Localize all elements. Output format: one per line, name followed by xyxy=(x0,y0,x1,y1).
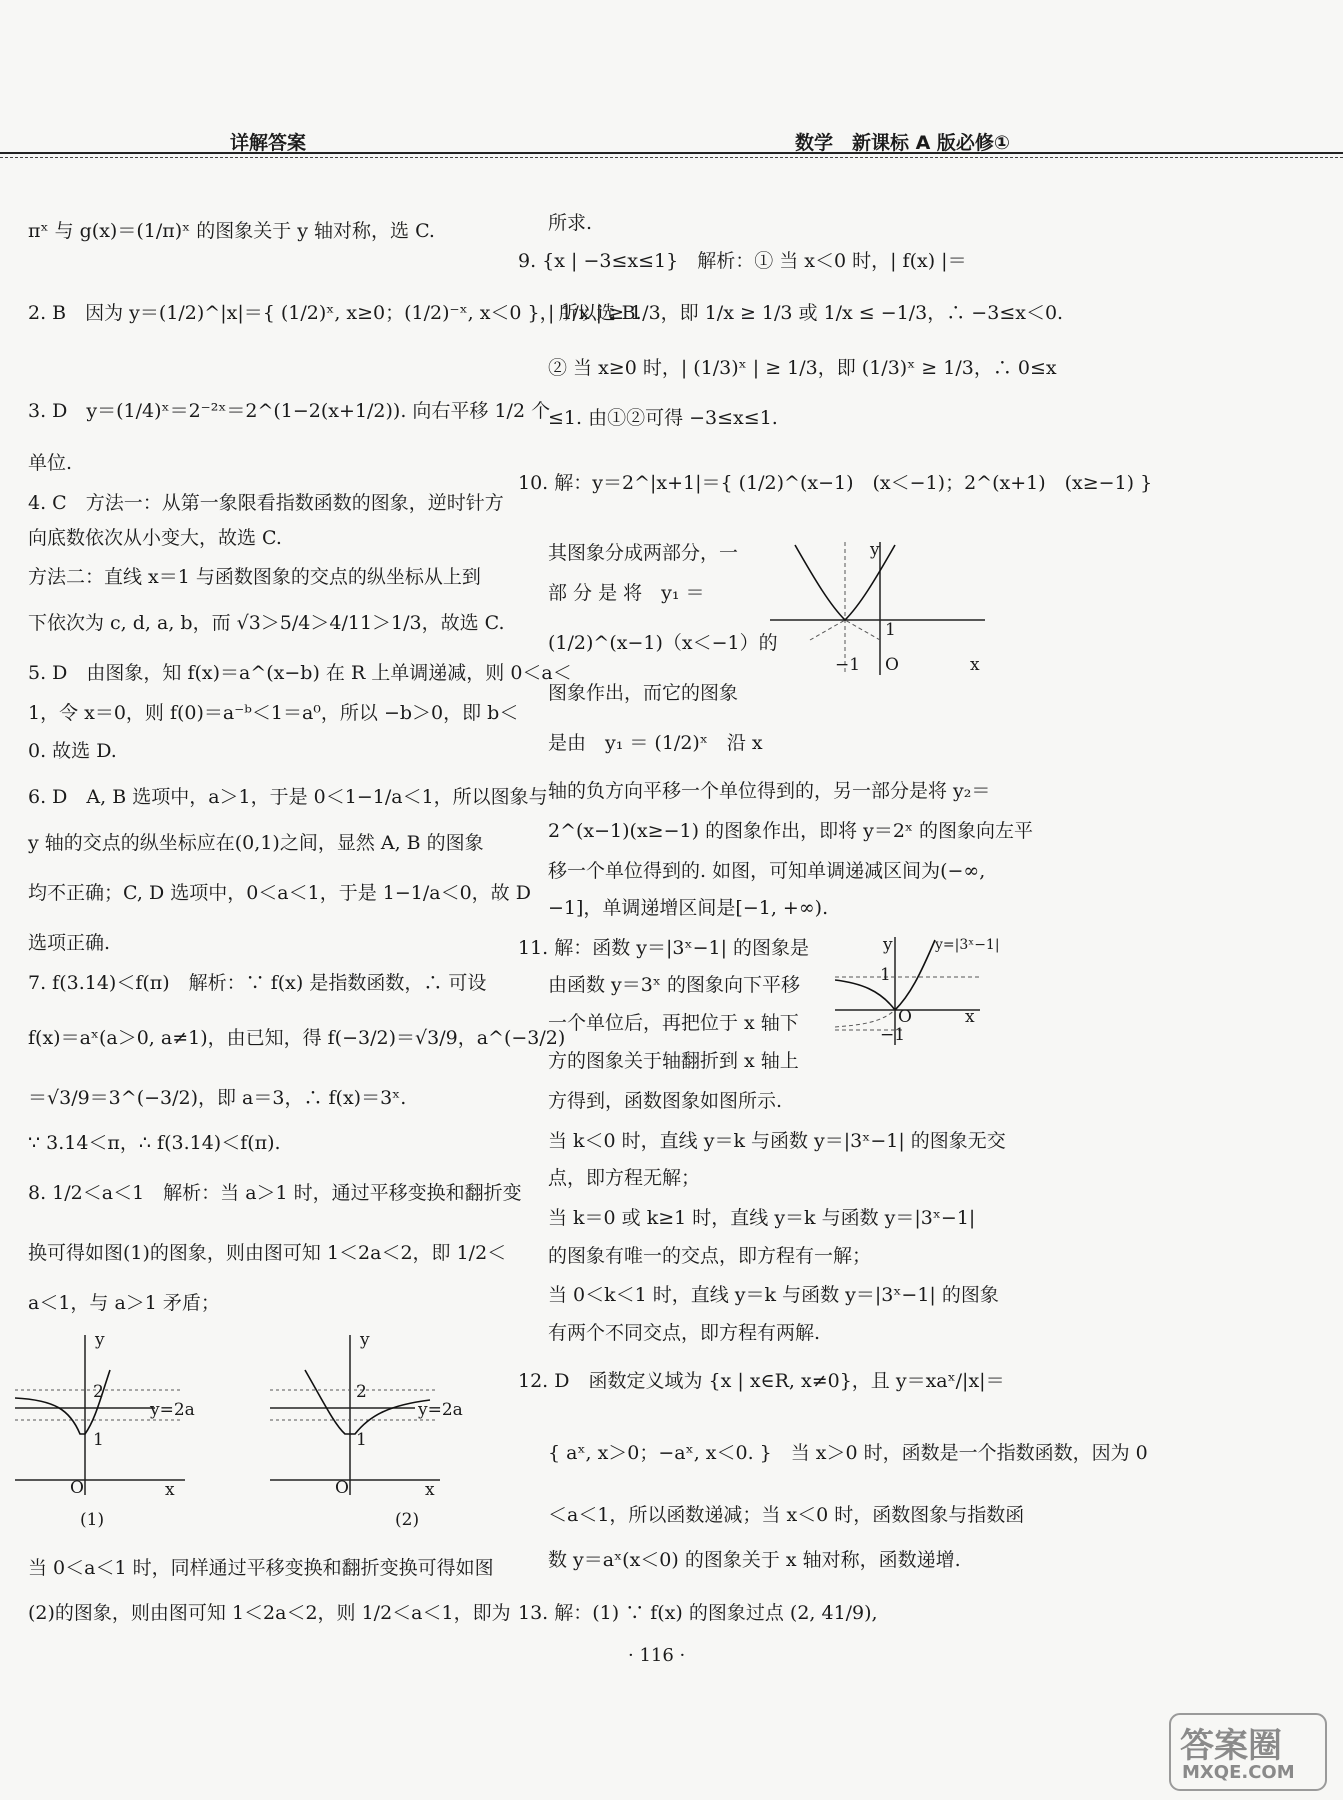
watermark-line1: 答案圈 xyxy=(1180,1726,1282,1766)
fig1-label-1: 1 xyxy=(93,1430,104,1450)
left-line: a＜1，与 a＞1 矛盾； xyxy=(28,1292,220,1314)
right-line: 有两个不同交点，即方程有两解. xyxy=(548,1322,821,1344)
left-line: 3. D y＝(1/4)ˣ＝2⁻²ˣ＝2^(1−2(x+1/2)). 向右平移 1/2 个 xyxy=(28,400,551,422)
left-line: 均不正确；C, D 选项中，0＜a＜1，于是 1−1/a＜0，故 D xyxy=(28,882,531,904)
right-line: 移一个单位得到的. 如图，可知单调递减区间为(−∞, xyxy=(548,860,986,882)
fig1-x: x xyxy=(165,1480,175,1500)
left-line: ∵ 3.14＜π，∴ f(3.14)＜f(π). xyxy=(28,1132,281,1154)
right-line: 当 k＝0 或 k≥1 时，直线 y＝k 与函数 y＝|3ˣ−1| xyxy=(548,1207,976,1229)
figure-11 xyxy=(835,935,1000,1050)
right-line: ≤1. 由①②可得 −3≤x≤1. xyxy=(548,407,778,429)
right-line: 数 y＝aˣ(x＜0) 的图象关于 x 轴对称，函数递增. xyxy=(548,1549,961,1571)
left-line: 方法二：直线 x＝1 与函数图象的交点的纵坐标从上到 xyxy=(28,566,481,588)
fig10-1: 1 xyxy=(885,620,896,640)
fig1-y2a: y=2a xyxy=(150,1400,195,1420)
fig11-1: 1 xyxy=(880,965,891,985)
fig2-x: x xyxy=(425,1480,435,1500)
fig1-origin: O xyxy=(70,1478,84,1498)
right-line: 部 分 是 将 y₁ ＝ xyxy=(548,582,705,604)
left-line: 8. 1/2＜a＜1 解析：当 a＞1 时，通过平移变换和翻折变 xyxy=(28,1182,522,1204)
header-rule-dashed xyxy=(0,157,1343,158)
right-line: { aˣ, x＞0；−aˣ, x＜0. } 当 x＞0 时，函数是一个指数函数，因为 0 xyxy=(548,1442,1148,1464)
left-line: 单位. xyxy=(28,452,73,474)
fig10-origin: O xyxy=(885,655,899,675)
fig1-y: y xyxy=(95,1330,105,1350)
header-right: 数学 新课标 A 版必修① xyxy=(795,132,1011,154)
right-line: 由函数 y＝3ˣ 的图象向下平移 xyxy=(548,974,800,996)
right-line: (1/2)^(x−1)（x＜−1）的 xyxy=(548,632,778,654)
right-line: 当 0＜k＜1 时，直线 y＝k 与函数 y＝|3ˣ−1| 的图象 xyxy=(548,1284,999,1306)
fig2-caption: (2) xyxy=(395,1510,420,1530)
fig11-origin: O xyxy=(898,1007,912,1027)
fig10-x: x xyxy=(970,655,980,675)
fig1-label-2: 2 xyxy=(93,1382,104,1402)
fig11-neg1: −1 xyxy=(880,1025,906,1045)
right-line: ② 当 x≥0 时，| (1/3)ˣ | ≥ 1/3，即 (1/3)ˣ ≥ 1/3，∴ 0≤x xyxy=(548,357,1057,379)
right-line: 点，即方程无解； xyxy=(548,1167,701,1189)
left-line: 5. D 由图象，知 f(x)＝a^(x−b) 在 R 上单调递减，则 0＜a＜ xyxy=(28,662,572,684)
fig10-y: y xyxy=(870,540,880,560)
right-line: 是由 y₁ ＝ (1/2)ˣ 沿 x xyxy=(548,732,763,754)
left-line: y 轴的交点的纵坐标应在(0,1)之间，显然 A, B 的图象 xyxy=(28,832,484,854)
watermark-logo xyxy=(1168,1712,1328,1792)
right-line: 方得到，函数图象如图所示. xyxy=(548,1090,783,1112)
header-rule xyxy=(0,152,1343,154)
left-line: 1，令 x＝0，则 f(0)＝a⁻ᵇ＜1＝a⁰，所以 −b＞0，即 b＜ xyxy=(28,702,519,724)
watermark-line2: MXQE.COM xyxy=(1182,1762,1295,1783)
fig2-origin: O xyxy=(335,1478,349,1498)
fig11-y: y xyxy=(883,935,893,955)
right-line: 的图象有唯一的交点，即方程有一解； xyxy=(548,1245,872,1267)
right-line: 所求. xyxy=(548,212,593,234)
left-line: 7. f(3.14)＜f(π) 解析：∵ f(x) 是指数函数，∴ 可设 xyxy=(28,972,487,994)
right-line: 一个单位后，再把位于 x 轴下 xyxy=(548,1012,799,1034)
fig2-y: y xyxy=(360,1330,370,1350)
right-line: ＜a＜1，所以函数递减；当 x＜0 时，函数图象与指数函 xyxy=(548,1504,1025,1526)
fig2-y2a: y=2a xyxy=(418,1400,463,1420)
figure-10 xyxy=(770,540,990,680)
right-line: −1]，单调递增区间是[−1, +∞). xyxy=(548,897,829,919)
right-line: 轴的负方向平移一个单位得到的，另一部分是将 y₂＝ xyxy=(548,780,991,802)
left-line: f(x)＝aˣ(a＞0, a≠1)，由已知，得 f(−3/2)＝√3/9，a^(−3/2) xyxy=(28,1027,566,1049)
left-line: πˣ 与 g(x)＝(1/π)ˣ 的图象关于 y 轴对称，选 C. xyxy=(28,220,435,242)
left-line: 0. 故选 D. xyxy=(28,740,117,762)
left-line: (2)的图象，则由图可知 1＜2a＜2，则 1/2＜a＜1，即为 xyxy=(28,1602,511,1624)
fig11-x: x xyxy=(965,1007,975,1027)
right-line: 其图象分成两部分，一 xyxy=(548,542,739,564)
left-line: 2. B 因为 y＝(1/2)^|x|＝{ (1/2)ˣ, x≥0；(1/2)⁻ˣ, x＜0 }，所以选 B. xyxy=(28,302,642,324)
page-number: · 116 · xyxy=(628,1645,686,1666)
right-line: 方的图象关于轴翻折到 x 轴上 xyxy=(548,1050,799,1072)
right-line: 2^(x−1)(x≥−1) 的图象作出，即将 y＝2ˣ 的图象向左平 xyxy=(548,820,1034,842)
figure-1 xyxy=(15,1330,195,1500)
fig11-func-label: y=|3ˣ−1| xyxy=(935,937,1000,953)
fig2-label-2: 2 xyxy=(356,1382,367,1402)
fig1-caption: (1) xyxy=(80,1510,105,1530)
left-line: 换可得如图(1)的图象，则由图可知 1＜2a＜2，即 1/2＜ xyxy=(28,1242,507,1264)
fig10-neg1: −1 xyxy=(835,655,861,675)
left-line: 向底数依次从小变大，故选 C. xyxy=(28,527,282,549)
left-line: 4. C 方法一：从第一象限看指数函数的图象，逆时针方 xyxy=(28,492,504,514)
right-line: 12. D 函数定义域为 {x | x∈R, x≠0}，且 y＝xaˣ/|x|＝ xyxy=(518,1370,1005,1392)
right-line: 13. 解：(1) ∵ f(x) 的图象过点 (2, 41/9), xyxy=(518,1602,878,1624)
left-line: 选项正确. xyxy=(28,932,111,954)
left-line: 当 0＜a＜1 时，同样通过平移变换和翻折变换可得如图 xyxy=(28,1557,494,1579)
left-line: 6. D A, B 选项中，a＞1，于是 0＜1−1/a＜1，所以图象与 xyxy=(28,786,548,808)
right-line: 图象作出，而它的图象 xyxy=(548,682,739,704)
fig2-label-1: 1 xyxy=(356,1430,367,1450)
right-line: 10. 解：y＝2^|x+1|＝{ (1/2)^(x−1) (x＜−1)；2^(x+1) (x≥−1) } xyxy=(518,472,1153,494)
left-line: ＝√3/9＝3^(−3/2)，即 a＝3，∴ f(x)＝3ˣ. xyxy=(28,1087,407,1109)
right-line: 11. 解：函数 y＝|3ˣ−1| 的图象是 xyxy=(518,937,810,959)
right-line: | 1/x | ≥ 1/3，即 1/x ≥ 1/3 或 1/x ≤ −1/3，∴ −3≤x＜0. xyxy=(548,302,1064,324)
figure-2 xyxy=(270,1330,463,1500)
left-line: 下依次为 c, d, a, b，而 √3＞5/4＞4/11＞1/3，故选 C. xyxy=(28,612,505,634)
right-line: 9. {x | −3≤x≤1} 解析：① 当 x＜0 时，| f(x) |＝ xyxy=(518,250,967,272)
header-left: 详解答案 xyxy=(230,132,307,154)
right-line: 当 k＜0 时，直线 y＝k 与函数 y＝|3ˣ−1| 的图象无交 xyxy=(548,1130,1006,1152)
